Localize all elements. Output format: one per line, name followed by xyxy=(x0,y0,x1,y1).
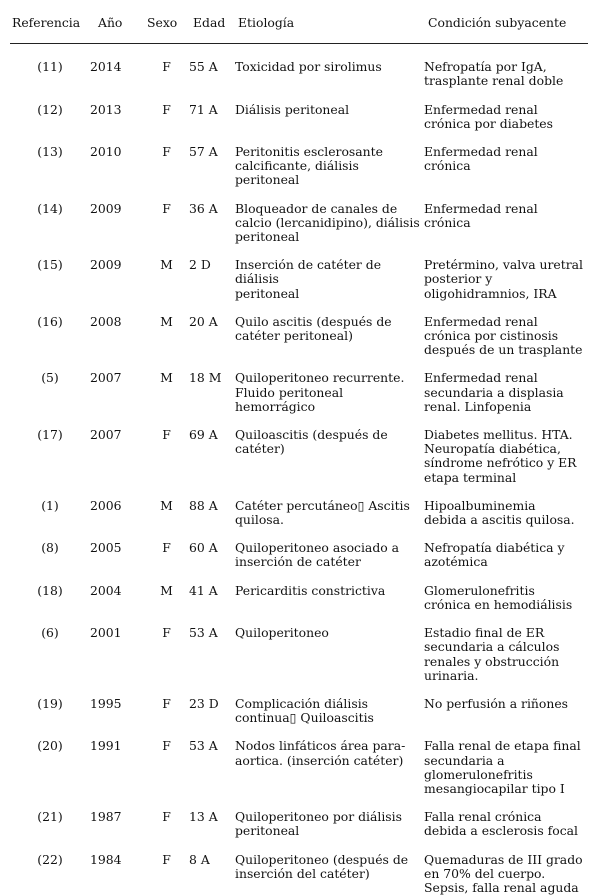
cell-referencia-text: (15) xyxy=(37,257,63,273)
cell-sexo xyxy=(144,612,189,683)
cases-table xyxy=(10,8,588,895)
cell-referencia xyxy=(10,244,90,301)
cell-sexo-text: M xyxy=(160,497,173,513)
cell-etiologia-text: Nodos linfáticos área para- aortica. (inserción catéter) xyxy=(235,738,406,768)
cell-referencia xyxy=(10,839,90,895)
cell-anio xyxy=(90,244,144,301)
table-row xyxy=(10,44,588,89)
table-header-row xyxy=(10,8,588,44)
cell-etiologia xyxy=(235,725,424,796)
cell-edad xyxy=(189,44,235,89)
cell-sexo-text: F xyxy=(162,59,171,75)
cell-edad xyxy=(189,89,235,131)
cell-anio-text: 2005 xyxy=(90,540,122,556)
table-row xyxy=(10,683,588,725)
cell-condicion xyxy=(424,527,588,569)
cell-sexo-text: M xyxy=(160,257,173,273)
cell-condicion-text: Enfermedad renal crónica xyxy=(424,144,538,174)
cell-edad xyxy=(189,683,235,725)
cell-anio xyxy=(90,796,144,838)
cell-anio-text: 2014 xyxy=(90,59,122,75)
cell-sexo xyxy=(144,485,189,527)
cell-edad xyxy=(189,612,235,683)
cell-referencia xyxy=(10,89,90,131)
cell-condicion xyxy=(424,357,588,414)
cell-referencia xyxy=(10,414,90,485)
cell-referencia-text: (11) xyxy=(37,59,63,75)
cell-sexo-text: F xyxy=(162,738,171,754)
cell-condicion xyxy=(424,485,588,527)
cell-edad-text: 53 A xyxy=(189,625,218,641)
cell-anio-text: 2010 xyxy=(90,144,122,160)
cell-sexo xyxy=(144,131,189,188)
cell-anio-text: 2009 xyxy=(90,200,122,216)
cell-etiologia xyxy=(235,414,424,485)
cell-edad xyxy=(189,244,235,301)
cell-etiologia xyxy=(235,570,424,612)
cell-edad-text: 8 A xyxy=(189,851,210,867)
cell-etiologia xyxy=(235,612,424,683)
cell-anio-text: 1991 xyxy=(90,738,122,754)
table-row xyxy=(10,357,588,414)
cell-etiologia xyxy=(235,131,424,188)
cell-etiologia xyxy=(235,188,424,245)
cell-edad-text: 20 A xyxy=(189,313,218,329)
cell-sexo-text: M xyxy=(160,370,173,386)
cell-anio-text: 1987 xyxy=(90,809,122,825)
cell-edad-text: 57 A xyxy=(189,144,218,160)
cell-referencia-text: (18) xyxy=(37,582,63,598)
table-row xyxy=(10,244,588,301)
cell-anio xyxy=(90,485,144,527)
header-condicion: Condición subyacente xyxy=(424,8,588,44)
cell-etiologia xyxy=(235,44,424,89)
cell-referencia-text: (17) xyxy=(37,427,63,443)
cell-edad xyxy=(189,414,235,485)
cell-referencia xyxy=(10,485,90,527)
cell-anio xyxy=(90,301,144,358)
cell-edad-text: 36 A xyxy=(189,200,218,216)
cell-referencia xyxy=(10,612,90,683)
cell-etiologia xyxy=(235,244,424,301)
cell-condicion xyxy=(424,301,588,358)
cell-edad-text: 41 A xyxy=(189,582,218,598)
cell-sexo-text: F xyxy=(162,809,171,825)
cell-condicion-text: No perfusión a riñones xyxy=(424,695,569,711)
cell-condicion-text: Nefropatía por IgA, trasplante renal doble xyxy=(424,59,564,89)
cell-edad-text: 71 A xyxy=(189,101,218,117)
cell-anio xyxy=(90,89,144,131)
cell-sexo xyxy=(144,357,189,414)
cell-etiologia-text: Inserción de catéter de diálisis peritoneal xyxy=(235,257,382,301)
cell-edad-text: 18 M xyxy=(189,370,222,386)
cell-referencia-text: (21) xyxy=(37,809,63,825)
cell-sexo-text: F xyxy=(162,625,171,641)
cell-condicion-text: Enfermedad renal crónica xyxy=(424,200,538,230)
cell-referencia xyxy=(10,357,90,414)
cell-anio-text: 1984 xyxy=(90,851,122,867)
cell-condicion xyxy=(424,612,588,683)
cell-sexo-text: F xyxy=(162,427,171,443)
cell-anio xyxy=(90,188,144,245)
cell-anio xyxy=(90,612,144,683)
cell-anio-text: 2007 xyxy=(90,427,122,443)
cell-referencia xyxy=(10,725,90,796)
cell-condicion xyxy=(424,839,588,895)
cell-etiologia-text: Quilo ascitis (después de catéter peritoneal) xyxy=(235,313,392,344)
cell-anio-text: 2008 xyxy=(90,313,122,329)
cell-etiologia-text: Complicación diálisis continua▯ Quiloascitis xyxy=(235,695,374,726)
cell-condicion-text: Hipoalbuminemia debida a ascitis quilosa. xyxy=(424,497,575,528)
cell-etiologia-text: Bloqueador de canales de calcio (lercanidipino), diálisis peritoneal xyxy=(235,200,420,245)
table-row xyxy=(10,188,588,245)
cell-anio-text: 2004 xyxy=(90,582,122,598)
cell-condicion-text: Enfermedad renal crónica por cistinosis después de un trasplante xyxy=(424,313,583,358)
cell-referencia xyxy=(10,527,90,569)
cell-edad xyxy=(189,570,235,612)
header-referencia: Referencia xyxy=(10,8,90,44)
cell-referencia-text: (5) xyxy=(41,370,59,386)
cell-condicion xyxy=(424,796,588,838)
cell-anio-text: 2006 xyxy=(90,497,122,513)
cell-condicion xyxy=(424,89,588,131)
cell-etiologia-text: Catéter percutáneo▯ Ascitis quilosa. xyxy=(235,497,410,528)
cell-referencia-text: (1) xyxy=(41,497,59,513)
cell-sexo xyxy=(144,89,189,131)
cell-etiologia-text: Peritonitis esclerosante calcificante, diálisis peritoneal xyxy=(235,144,383,188)
cell-sexo-text: F xyxy=(162,540,171,556)
cell-edad xyxy=(189,485,235,527)
cell-condicion-text: Falla renal crónica debida a esclerosis focal xyxy=(424,809,579,839)
cell-condicion-text: Pretérmino, valva uretral posterior y oligohidramnios, IRA xyxy=(424,257,584,301)
cell-edad xyxy=(189,188,235,245)
table-row xyxy=(10,839,588,895)
cell-edad xyxy=(189,301,235,358)
table-row xyxy=(10,725,588,796)
cell-etiologia-text: Quiloperitoneo asociado a inserción de catéter xyxy=(235,540,400,570)
cell-sexo xyxy=(144,839,189,895)
table-row xyxy=(10,301,588,358)
cell-condicion xyxy=(424,188,588,245)
header-anio: Año xyxy=(90,8,144,44)
cell-etiologia xyxy=(235,89,424,131)
cell-condicion xyxy=(424,570,588,612)
cell-edad xyxy=(189,839,235,895)
cell-referencia xyxy=(10,188,90,245)
cell-etiologia xyxy=(235,485,424,527)
cell-sexo-text: F xyxy=(162,101,171,117)
cell-etiologia xyxy=(235,683,424,725)
cell-sexo-text: F xyxy=(162,695,171,711)
cell-edad-text: 55 A xyxy=(189,59,218,75)
table-row xyxy=(10,89,588,131)
cell-etiologia xyxy=(235,839,424,895)
cell-edad-text: 88 A xyxy=(189,497,218,513)
cell-referencia-text: (19) xyxy=(37,695,63,711)
cell-sexo xyxy=(144,301,189,358)
cell-sexo-text: F xyxy=(162,200,171,216)
cell-referencia-text: (22) xyxy=(37,851,63,867)
cell-sexo xyxy=(144,244,189,301)
table-row xyxy=(10,796,588,838)
cell-sexo xyxy=(144,44,189,89)
cell-anio xyxy=(90,570,144,612)
cell-condicion xyxy=(424,683,588,725)
cell-etiologia-text: Quiloascitis (después de catéter) xyxy=(235,427,388,457)
cell-condicion-text: Estadio final de ER secundaria a cálculos renales y obstrucción urinaria. xyxy=(424,625,560,683)
cell-condicion xyxy=(424,44,588,89)
cell-edad-text: 23 D xyxy=(189,695,219,711)
table-body xyxy=(10,44,588,895)
cell-sexo xyxy=(144,188,189,245)
cell-edad xyxy=(189,796,235,838)
cell-condicion xyxy=(424,131,588,188)
cell-sexo-text: M xyxy=(160,313,173,329)
cell-referencia xyxy=(10,796,90,838)
cell-condicion xyxy=(424,244,588,301)
cell-anio-text: 2009 xyxy=(90,257,122,273)
cell-etiologia-text: Quiloperitoneo xyxy=(235,625,329,641)
cell-anio xyxy=(90,414,144,485)
cell-sexo-text: M xyxy=(160,582,173,598)
cell-referencia-text: (6) xyxy=(41,625,59,641)
cell-edad xyxy=(189,527,235,569)
cell-condicion-text: Glomerulonefritis crónica en hemodiálisis xyxy=(424,582,573,612)
table-row xyxy=(10,527,588,569)
table-row xyxy=(10,485,588,527)
cell-anio-text: 2007 xyxy=(90,370,122,386)
cell-anio xyxy=(90,131,144,188)
cell-sexo-text: F xyxy=(162,851,171,867)
cell-etiologia-text: Diálisis peritoneal xyxy=(235,101,350,117)
cell-edad-text: 60 A xyxy=(189,540,218,556)
cell-etiologia xyxy=(235,301,424,358)
cell-referencia xyxy=(10,131,90,188)
cell-condicion-text: Diabetes mellitus. HTA. Neuropatía diabética, síndrome nefrótico y ER etapa terminal xyxy=(424,427,577,485)
table-row xyxy=(10,570,588,612)
cell-etiologia-text: Toxicidad por sirolimus xyxy=(235,59,382,75)
cell-etiologia-text: Quiloperitoneo recurrente. Fluido peritoneal hemorrágico xyxy=(235,370,405,414)
cell-sexo-text: F xyxy=(162,144,171,160)
cell-etiologia xyxy=(235,527,424,569)
cell-referencia xyxy=(10,301,90,358)
cell-referencia xyxy=(10,44,90,89)
cell-sexo xyxy=(144,725,189,796)
cell-sexo xyxy=(144,570,189,612)
table-row xyxy=(10,414,588,485)
header-sexo: Sexo xyxy=(144,8,189,44)
cell-anio xyxy=(90,839,144,895)
cell-referencia xyxy=(10,570,90,612)
cell-anio xyxy=(90,357,144,414)
cell-sexo xyxy=(144,414,189,485)
cell-anio-text: 2001 xyxy=(90,625,122,641)
cell-sexo xyxy=(144,796,189,838)
cell-etiologia-text: Quiloperitoneo por diálisis peritoneal xyxy=(235,809,402,839)
cell-anio xyxy=(90,527,144,569)
cell-edad-text: 53 A xyxy=(189,738,218,754)
cell-sexo xyxy=(144,527,189,569)
cell-edad-text: 69 A xyxy=(189,427,218,443)
cell-referencia-text: (12) xyxy=(37,101,63,117)
table-row xyxy=(10,131,588,188)
cell-etiologia-text: Quiloperitoneo (después de inserción del catéter) xyxy=(235,851,409,881)
cell-etiologia xyxy=(235,796,424,838)
cell-condicion-text: Falla renal de etapa final secundaria a glomerulonefritis mesangiocapilar tipo I xyxy=(424,738,581,796)
header-edad: Edad xyxy=(189,8,235,44)
cell-anio-text: 1995 xyxy=(90,695,122,711)
cell-etiologia xyxy=(235,357,424,414)
cell-sexo xyxy=(144,683,189,725)
header-etiologia: Etiología xyxy=(235,8,424,44)
cell-referencia-text: (8) xyxy=(41,540,59,556)
cell-referencia-text: (20) xyxy=(37,738,63,754)
cell-referencia-text: (14) xyxy=(37,200,63,216)
cell-edad xyxy=(189,131,235,188)
cell-edad xyxy=(189,357,235,414)
cell-anio xyxy=(90,725,144,796)
cell-condicion xyxy=(424,414,588,485)
table-row xyxy=(10,612,588,683)
cell-referencia-text: (16) xyxy=(37,313,63,329)
cell-anio xyxy=(90,683,144,725)
cell-condicion-text: Quemaduras de III grado en 70% del cuerpo. Sepsis, falla renal aguda xyxy=(424,851,583,895)
cell-anio xyxy=(90,44,144,89)
cell-condicion-text: Enfermedad renal secundaria a displasia renal. Linfopenia xyxy=(424,370,564,414)
cell-referencia-text: (13) xyxy=(37,144,63,160)
cell-anio-text: 2013 xyxy=(90,101,122,117)
cell-edad xyxy=(189,725,235,796)
cell-edad-text: 13 A xyxy=(189,809,218,825)
cell-etiologia-text: Pericarditis constrictiva xyxy=(235,582,386,598)
cell-condicion-text: Enfermedad renal crónica por diabetes xyxy=(424,101,554,131)
cell-referencia xyxy=(10,683,90,725)
cell-edad-text: 2 D xyxy=(189,257,211,273)
cell-condicion xyxy=(424,725,588,796)
cell-condicion-text: Nefropatía diabética y azotémica xyxy=(424,540,565,570)
